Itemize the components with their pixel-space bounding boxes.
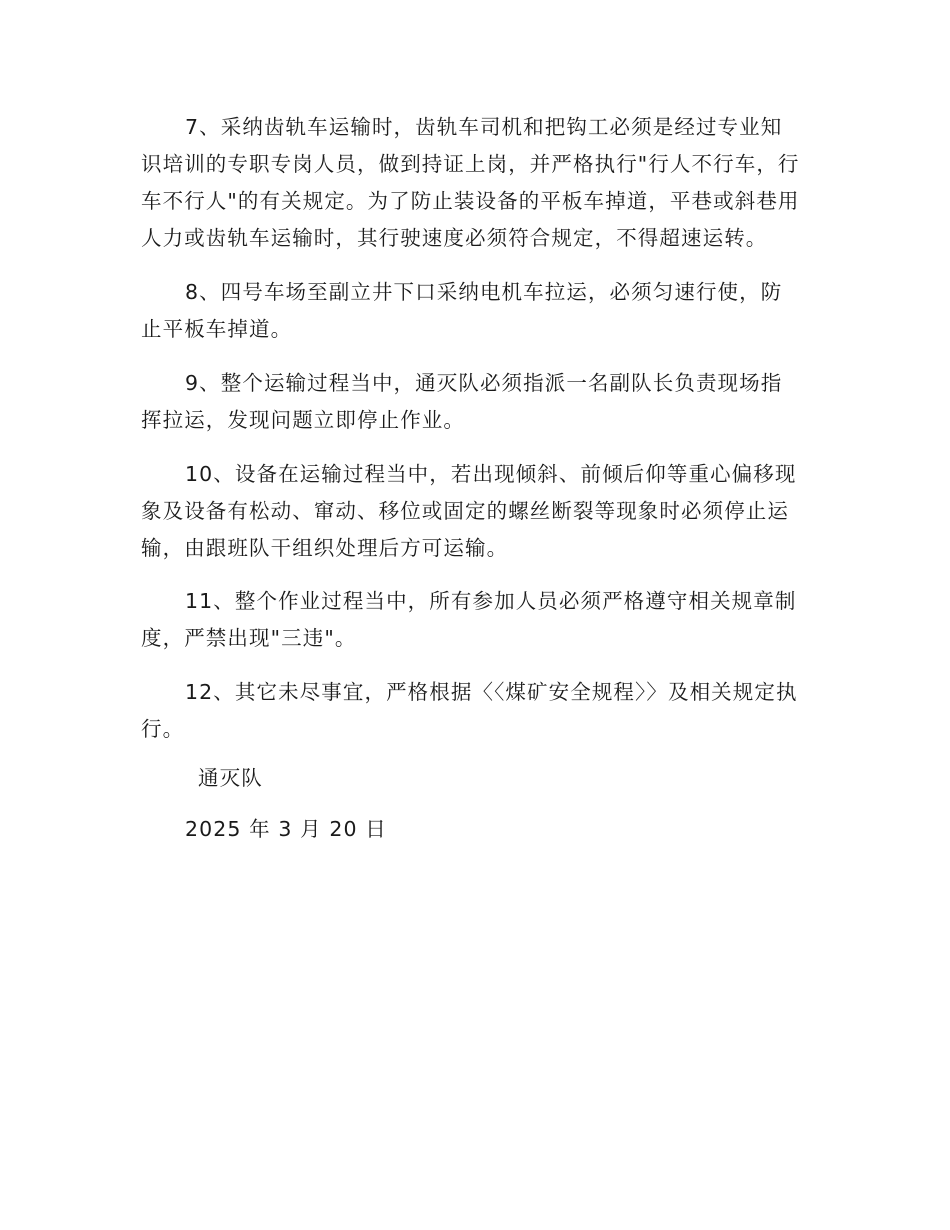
paragraph-item-11: 11、整个作业过程当中，所有参加人员必须严格遵守相关规章制度，严禁出现"三违"。	[141, 589, 797, 650]
paragraph-item-8: 8、四号车场至副立井下口采纳电机车拉运，必须匀速行使，防止平板车掉道。	[141, 280, 783, 341]
paragraph-item-7: 7、采纳齿轨车运输时，齿轨车司机和把钩工必须是经过专业知识培训的专职专岗人员，做到持证上岗，并严格执行"行人不行车，行车不行人"的有关规定。为了防止装设备的平板车掉道，平巷或斜巷用人力或齿轨车运输时，其行驶速度必须符合规定，不得超速运转。	[141, 115, 800, 250]
paragraph-item-9: 9、整个运输过程当中，通灭队必须指派一名副队长负责现场指挥拉运，发现问题立即停止作业。	[141, 371, 783, 432]
paragraph-item-10: 10、设备在运输过程当中，若出现倾斜、前倾后仰等重心偏移现象及设备有松动、窜动、移位或固定的螺丝断裂等现象时必须停止运输，由跟班队干组织处理后方可运输。	[141, 462, 797, 560]
signature-unit: 通灭队	[198, 766, 263, 790]
paragraph-item-12: 12、其它未尽事宜，严格根据〈〈煤矿安全规程〉〉及相关规定执行。	[141, 680, 798, 741]
signature-date: 2025 年 3 月 20 日	[185, 817, 387, 841]
